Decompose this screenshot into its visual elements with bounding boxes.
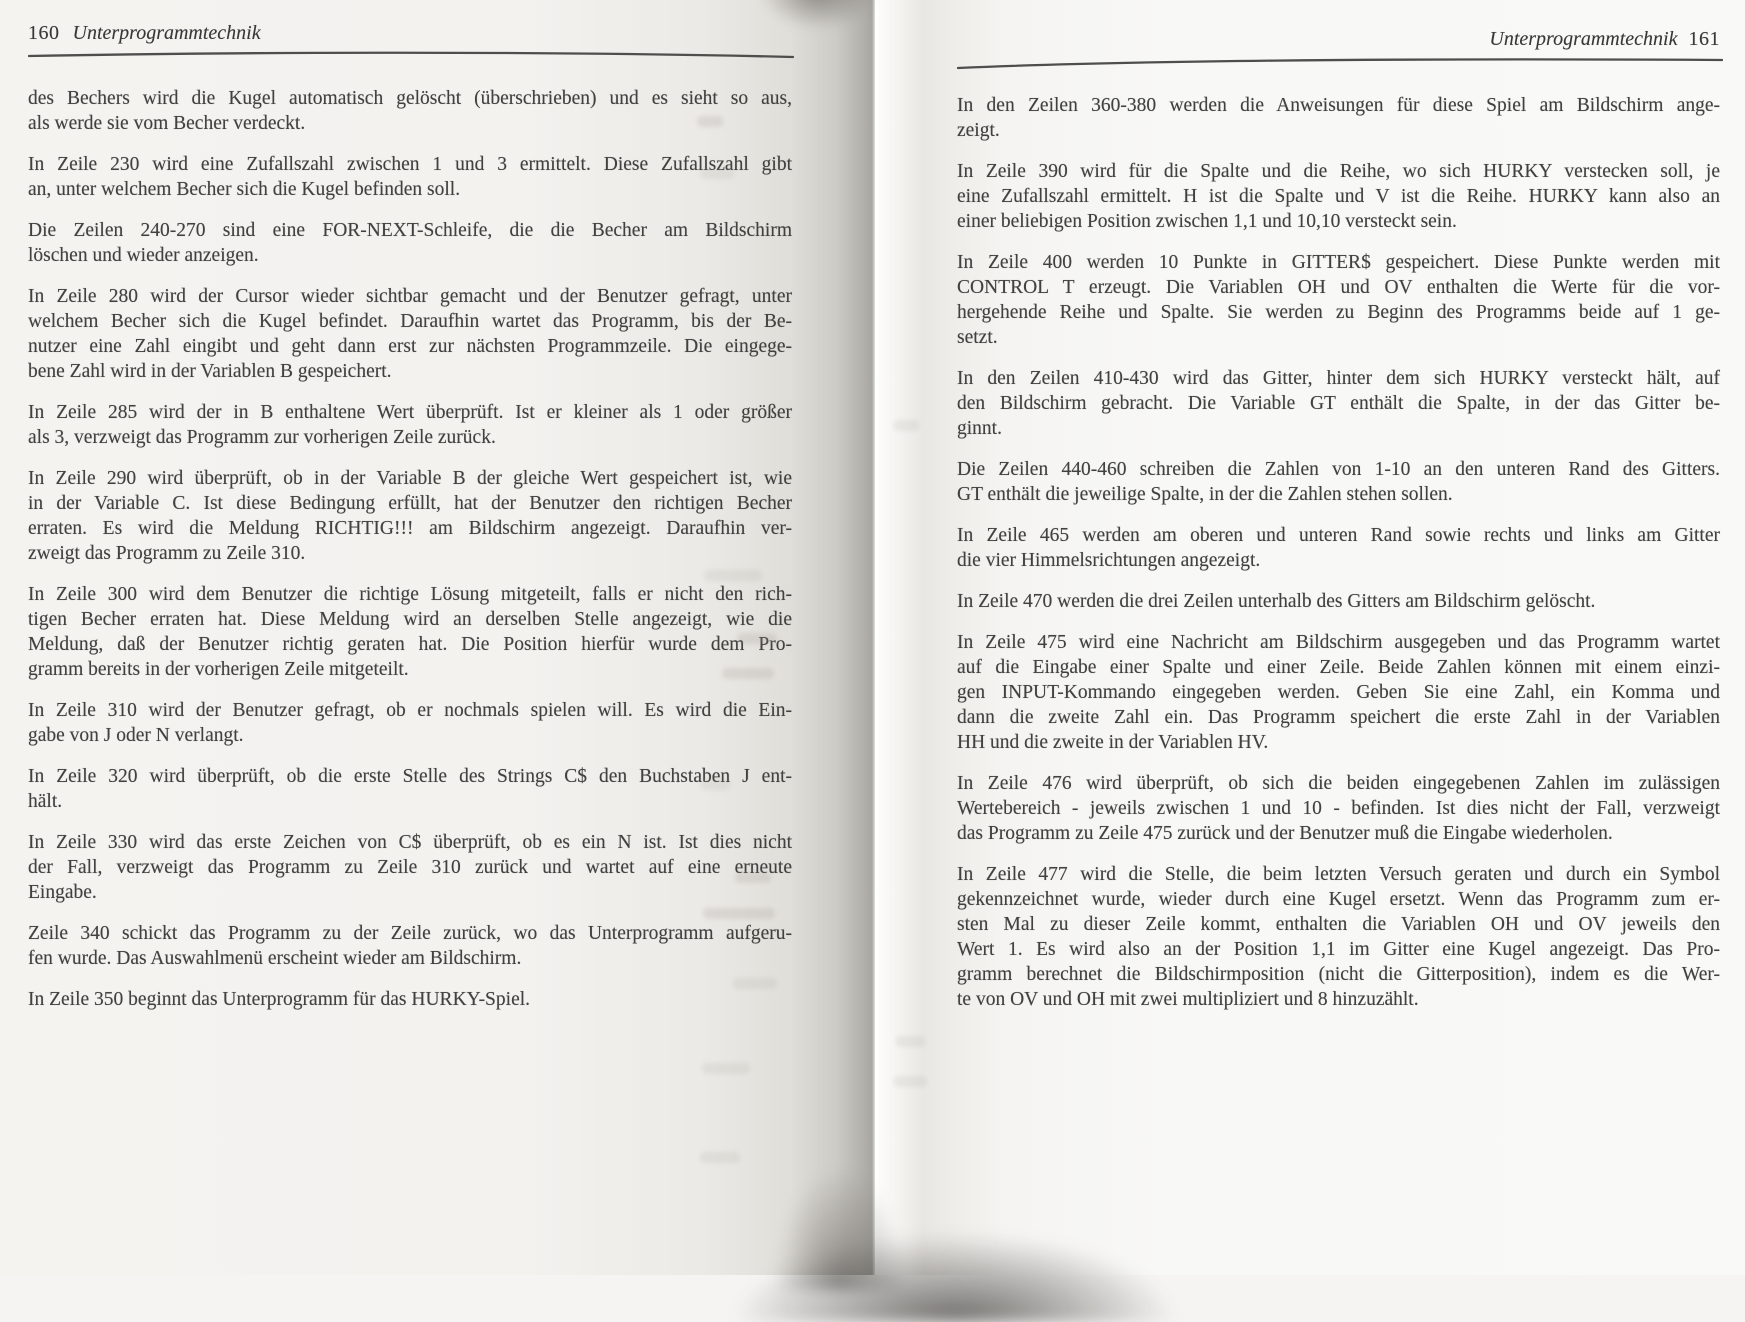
text-line: Wertebereich - jeweils zwischen 1 und 10 - befinden. Ist dies nicht der Fall, verzweigt (957, 798, 1720, 819)
paragraph (957, 366, 1720, 441)
paragraph (28, 86, 792, 136)
paragraph (28, 218, 792, 268)
paragraph (28, 582, 792, 682)
text-line: setzt. (957, 327, 998, 348)
paragraph (28, 987, 792, 1012)
bleedthrough-smudge (737, 633, 777, 644)
text-line: In Zeile 400 werden 10 Punkte in GITTER$ gespeichert. Diese Punkte werden mit (957, 252, 1720, 273)
page-header-right (957, 28, 1720, 51)
bleedthrough-smudge (733, 978, 777, 989)
bleedthrough-smudge (702, 1063, 750, 1074)
bleedthrough-smudge (893, 1076, 927, 1087)
bleedthrough-smudge (722, 668, 774, 679)
text-line: welchem Becher sich die Kugel befindet. Daraufhin wartet das Programm, bis der Be- (28, 311, 792, 332)
text-line: als werde sie vom Becher verdeckt. (28, 113, 306, 134)
header-rule-left (28, 48, 794, 62)
text-line: auf die Eingabe einer Spalte und einer Zeile. Beide Zahlen können mit einem einzi- (957, 657, 1720, 678)
paragraph (957, 93, 1720, 143)
bleedthrough-smudge (735, 872, 771, 883)
text-line: zeigt. (957, 120, 1000, 141)
text-line: In Zeile 280 wird der Cursor wieder sichtbar gemacht und der Benutzer gefragt, unter (28, 286, 792, 307)
paragraph (957, 862, 1720, 1012)
text-line: In Zeile 477 wird die Stelle, die beim letzten Versuch geraten und durch ein Symbol (957, 864, 1720, 885)
text-line: CONTROL T erzeugt. Die Variablen OH und OV enthalten die Werte für die vor- (957, 277, 1720, 298)
text-line: GT enthält die jeweilige Spalte, in der die Zahlen stehen sollen. (957, 484, 1453, 505)
text-line: In Zeile 300 wird dem Benutzer die richtige Lösung mitgeteilt, falls er nicht den rich- (28, 584, 792, 605)
text-line: das Programm zu Zeile 475 zurück und der Benutzer muß die Eingabe wiederholen. (957, 823, 1613, 844)
text-line: In Zeile 465 werden am oberen und unteren Rand sowie rechts und links am Gitter (957, 525, 1720, 546)
text-line: gabe von J oder N verlangt. (28, 725, 244, 746)
paragraph (28, 698, 792, 748)
text-line: gramm berechnet die Bildschirmposition (nicht die Gitterposition), indem es die Wer- (957, 964, 1720, 985)
paragraph (28, 400, 792, 450)
text-line: In Zeile 320 wird überprüft, ob die erste Stelle des Strings C$ den Buchstaben J ent- (28, 766, 792, 787)
text-line: Zeile 340 schickt das Programm zu der Zeile zurück, wo das Unterprogramm aufgeru- (28, 923, 792, 944)
text-line: hält. (28, 791, 63, 812)
text-line: In den Zeilen 360-380 werden die Anweisungen für diese Spiel am Bildschirm ange- (957, 95, 1720, 116)
text-line: ginnt. (957, 418, 1002, 439)
text-line: In Zeile 285 wird der in B enthaltene Wert überprüft. Ist er kleiner als 1 oder größer (28, 402, 792, 423)
text-line: In Zeile 330 wird das erste Zeichen von C$ überprüft, ob es ein N ist. Ist dies nicht (28, 832, 792, 853)
text-line: die vier Himmelsrichtungen angezeigt. (957, 550, 1261, 571)
text-line: Meldung, daß der Benutzer richtig geraten hat. Die Position hierfür wurde dem Pro- (28, 634, 792, 655)
paragraph (28, 921, 792, 971)
paragraph (957, 589, 1720, 614)
text-line: In den Zeilen 410-430 wird das Gitter, hinter dem sich HURKY versteckt hält, auf (957, 368, 1720, 389)
text-line: einer beliebigen Position zwischen 1,1 und 10,10 versteckt sein. (957, 211, 1457, 232)
text-line: gen INPUT-Kommando eingegeben werden. Geben Sie eine Zahl, ein Komma und (957, 682, 1720, 703)
page-body-right (957, 93, 1720, 1028)
text-line: hergehende Reihe und Spalte. Sie werden zu Beginn des Programms beide auf 1 ge- (957, 302, 1720, 323)
paragraph (957, 771, 1720, 846)
text-line: In Zeile 476 wird überprüft, ob sich die beiden eingegebenen Zahlen im zulässigen (957, 773, 1720, 794)
paragraph (957, 159, 1720, 234)
paragraph (28, 764, 792, 814)
text-line: Wert 1. Es wird also an der Position 1,1 im Gitter eine Kugel angezeigt. Das Pro- (957, 939, 1720, 960)
text-line: der Fall, verzweigt das Programm zu Zeile 310 zurück und wartet auf eine erneute (28, 857, 792, 878)
text-line: te von OV und OH mit zwei multipliziert und 8 hinzuzählt. (957, 989, 1419, 1010)
paragraph (957, 630, 1720, 755)
text-line: tigen Becher erraten hat. Diese Meldung wird an derselben Stelle angezeigt, wie die (28, 609, 792, 630)
paragraph (957, 250, 1720, 350)
text-line: nutzer eine Zahl eingibt und geht dann erst zur nächsten Programmzeile. Die eingege- (28, 336, 792, 357)
running-title-left: Unterprogrammtechnik (72, 22, 261, 44)
text-line: Eingabe. (28, 882, 97, 903)
text-line: des Bechers wird die Kugel automatisch gelöscht (überschrieben) und es sieht so aus, (28, 88, 792, 109)
page-number-right: 161 (1688, 28, 1720, 50)
bleedthrough-smudge (697, 116, 723, 127)
paragraph (28, 152, 792, 202)
bleedthrough-smudge (700, 168, 734, 179)
page-body-left (28, 86, 792, 1028)
text-line: zweigt das Programm zu Zeile 310. (28, 543, 306, 564)
paragraph (28, 284, 792, 384)
text-line: sten Mal zu dieser Zeile kommt, enthalten die Variablen OH und OV jeweils den (957, 914, 1720, 935)
bleedthrough-smudge (704, 570, 762, 581)
bottom-edge-shadow (730, 1232, 1180, 1322)
text-line: erraten. Es wird die Meldung RICHTIG!!! am Bildschirm angezeigt. Daraufhin ver- (28, 518, 792, 539)
text-line: In Zeile 470 werden die drei Zeilen unterhalb des Gitters am Bildschirm gelöscht. (957, 591, 1596, 612)
header-rule-right (957, 55, 1723, 71)
paragraph (957, 523, 1720, 573)
text-line: eine Zufallszahl ermittelt. H ist die Spalte und V ist die Reihe. HURKY kann also an (957, 186, 1720, 207)
text-line: In Zeile 290 wird überprüft, ob in der Variable B der gleiche Wert gespeichert ist, wie (28, 468, 792, 489)
bleedthrough-smudge (703, 908, 775, 919)
text-line: In Zeile 310 wird der Benutzer gefragt, ob er nochmals spielen will. Es wird die Ein- (28, 700, 792, 721)
text-line: Die Zeilen 440-460 schreiben die Zahlen von 1-10 an den unteren Rand des Gitters. (957, 459, 1720, 480)
text-line: In Zeile 390 wird für die Spalte und die Reihe, wo sich HURKY verstecken soll, je (957, 161, 1720, 182)
paragraph (28, 830, 792, 905)
page-edge-highlight (872, 0, 880, 1275)
gutter-top-shadow (758, 0, 878, 30)
text-line: als 3, verzweigt das Programm zur vorherigen Zeile zurück. (28, 427, 496, 448)
paragraph (28, 466, 792, 566)
running-title-right: Unterprogrammtechnik (1489, 28, 1678, 50)
text-line: HH und die zweite in der Variablen HV. (957, 732, 1269, 753)
page-number-left: 160 (28, 22, 60, 44)
text-line: löschen und wieder anzeigen. (28, 245, 259, 266)
text-line: gekennzeichnet wurde, wieder durch eine Kugel ersetzt. Wenn das Programm zum er- (957, 889, 1720, 910)
text-line: In Zeile 230 wird eine Zufallszahl zwischen 1 und 3 ermittelt. Diese Zufallszahl gibt (28, 154, 792, 175)
text-line: In Zeile 475 wird eine Nachricht am Bildschirm ausgegeben und das Programm wartet (957, 632, 1720, 653)
paragraph (957, 457, 1720, 507)
text-line: den Bildschirm gebracht. Die Variable GT enthält die Spalte, in der das Gitter be- (957, 393, 1720, 414)
text-line: In Zeile 350 beginnt das Unterprogramm für das HURKY-Spiel. (28, 989, 531, 1010)
bleedthrough-smudge (893, 420, 919, 431)
text-line: fen wurde. Das Auswahlmenü erscheint wieder am Bildschirm. (28, 948, 522, 969)
page-header-left (28, 22, 261, 45)
bleedthrough-smudge (700, 779, 730, 790)
text-line: an, unter welchem Becher sich die Kugel befinden soll. (28, 179, 461, 200)
text-line: Die Zeilen 240-270 sind eine FOR-NEXT-Schleife, die die Becher am Bildschirm (28, 220, 792, 241)
text-line: in der Variable C. Ist diese Bedingung erfüllt, hat der Benutzer den richtigen Becher (28, 493, 792, 514)
text-line: bene Zahl wird in der Variablen B gespeichert. (28, 361, 392, 382)
text-line: gramm bereits in der vorherigen Zeile mitgeteilt. (28, 659, 409, 680)
bleedthrough-smudge (700, 1152, 740, 1163)
bleedthrough-smudge (895, 1036, 925, 1047)
text-line: dann die zweite Zahl ein. Das Programm speichert die erste Zahl in der Variablen (957, 707, 1720, 728)
